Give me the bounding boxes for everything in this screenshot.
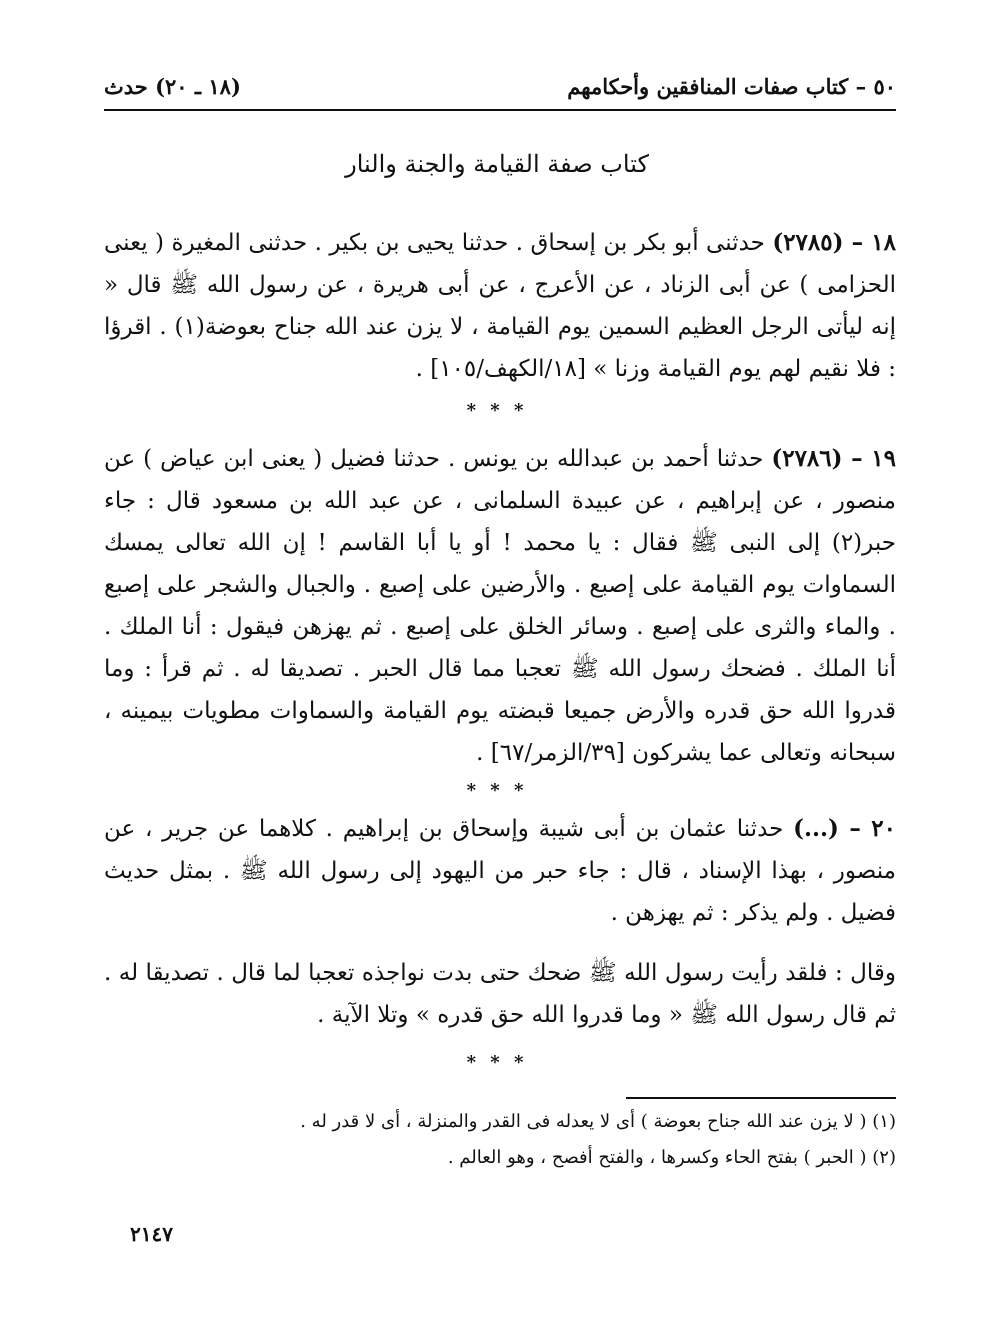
section-separator: * * * xyxy=(466,1052,528,1073)
running-header xyxy=(104,70,896,108)
footnote-divider xyxy=(626,1097,896,1099)
hadith-text: حدثنا عثمان بن أبى شيبة وإسحاق بن إبراهيم . كلاهما عن جرير ، عن منصور ، بهذا الإسناد ، قال : جاء حبر من اليهود إلى رسول الله ﷺ . بمثل حديث فضيل . ولم يذكر : ثم يهزهن . xyxy=(104,816,896,926)
page-number: ٢١٤٧ xyxy=(130,1222,173,1246)
hadith-20 xyxy=(104,808,896,934)
section-separator: * * * xyxy=(466,400,528,421)
hadith-18 xyxy=(104,222,896,390)
book-title: كتاب صفة القيامة والجنة والنار xyxy=(345,150,649,178)
section-separator: * * * xyxy=(466,780,528,801)
hadith-text: حدثنى أبو بكر بن إسحاق . حدثنا يحيى بن بكير . حدثنى المغيرة ( يعنى الحزامى ) عن أبى الزناد ، عن الأعرج ، عن أبى هريرة ، عن رسول الله ﷺ قال « إنه ليأتى الرجل العظيم السمين يوم القيامة ، لا يزن عند الله جناح بعوضة(١) . اقرؤا : فلا نقيم لهم يوم القيامة وزنا » [١٨/الكهف/١٠٥] . xyxy=(104,230,896,382)
hadith-number: ٢٠ – (...) xyxy=(793,815,896,842)
hadith-number: ١٩ – (٢٧٨٦) xyxy=(771,445,896,472)
header-chapter-title: ٥٠ – كتاب صفات المنافقين وأحكامهم xyxy=(567,74,896,99)
hadith-20-continuation: وقال : فلقد رأيت رسول الله ﷺ ضحك حتى بدت نواجذه تعجبا لما قال . تصديقا له . ثم قال رسول الله ﷺ « وما قدروا الله حق قدره » وتلا الآية . xyxy=(104,960,896,1028)
hadith-number: ١٨ – (٢٧٨٥) xyxy=(772,229,897,256)
header-divider xyxy=(104,109,896,111)
header-hadith-range: (١٨ ـ ٢٠) حدث xyxy=(104,74,241,99)
hadith-19 xyxy=(104,438,896,774)
footnote-2: (٢) ( الحبر ) بفتح الحاء وكسرها ، والفتح أفصح ، وهو العالم . xyxy=(447,1147,896,1168)
hadith-text: حدثنا أحمد بن عبدالله بن يونس . حدثنا فضيل ( يعنى ابن عياض ) عن منصور ، عن إبراهيم ، عن عبيدة السلمانى ، عن عبد الله بن مسعود قال : جاء حبر(٢) إلى النبى ﷺ فقال : يا محمد ! أو يا أبا القاسم ! إن الله تعالى يمسك السماوات يوم القيامة على إصبع . والأرضين على إصبع . والجبال والشجر على إصبع . والماء والثرى على إصبع . وسائر الخلق على إصبع . ثم يهزهن فيقول : أنا الملك . أنا الملك . فضحك رسول الله ﷺ تعجبا مما قال الحبر . تصديقا له . ثم قرأ : وما قدروا الله حق قدره والأرض جميعا قبضته يوم القيامة والسماوات مطويات بيمينه ، سبحانه وتعالى عما يشركون [٣٩/الزمر/٦٧] . xyxy=(104,446,896,766)
footnote-1: (١) ( لا يزن عند الله جناح بعوضة ) أى لا يعدله فى القدر والمنزلة ، أى لا قدر له . xyxy=(300,1111,896,1132)
footnotes xyxy=(104,1104,896,1176)
